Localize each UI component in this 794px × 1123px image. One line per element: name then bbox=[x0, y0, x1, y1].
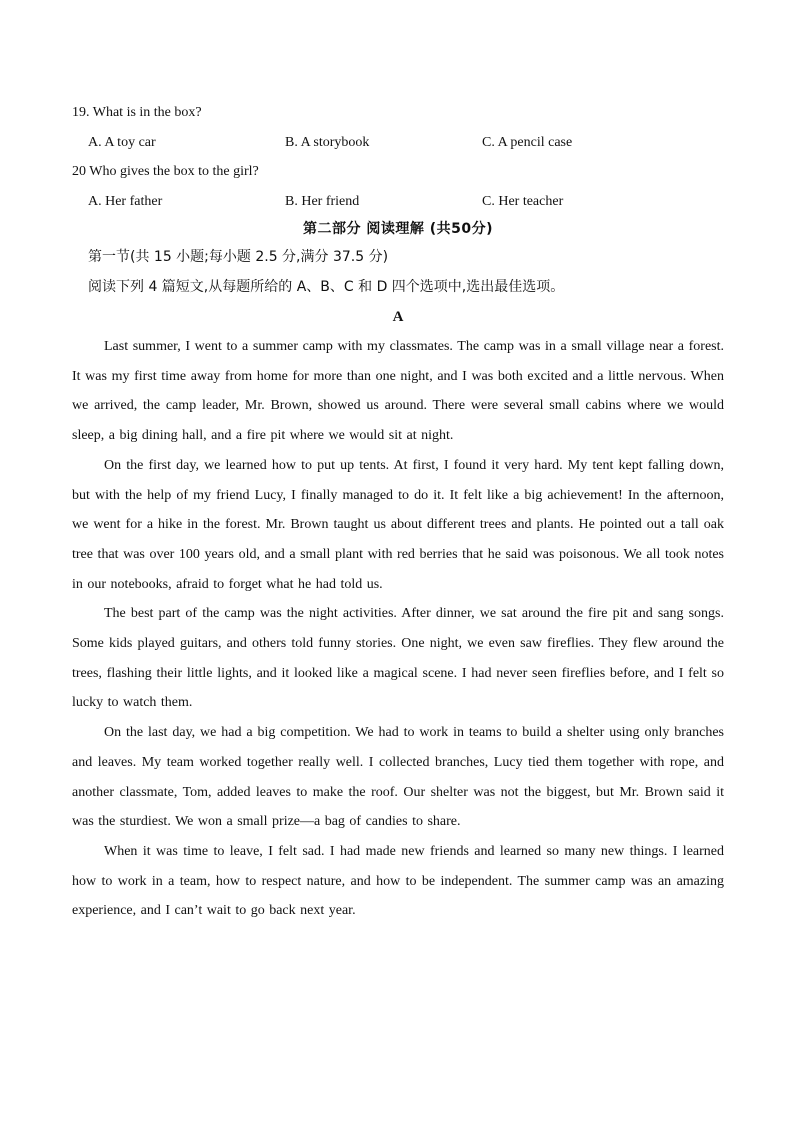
option-b: B. A storybook bbox=[285, 135, 370, 150]
option-row bbox=[72, 128, 724, 157]
exam-page bbox=[72, 98, 724, 926]
question-stem: 19. What is in the box? bbox=[72, 105, 202, 120]
option-a: A. A toy car bbox=[88, 135, 156, 150]
option-c: C. Her teacher bbox=[482, 194, 564, 209]
passage-paragraph: The best part of the camp was the night activities. After dinner, we sat around the fire pit and sang songs. Some kids played guitars, and others told funny stories. One night, we even saw fireflies. They flew around the trees, flashing their little lights, and it looked like a magical scene. I had never seen fireflies before, and I felt so lucky to watch them. bbox=[72, 606, 724, 711]
passage-body bbox=[72, 332, 724, 926]
passage-paragraph: When it was time to leave, I felt sad. I had made new friends and learned so many new things. I learned how to work in a team, how to respect nature, and how to be independent. The summer camp was an amazing experience, and I can’t wait to go back next year. bbox=[72, 843, 724, 919]
question-stem: 20 Who gives the box to the girl? bbox=[72, 164, 259, 179]
passage-paragraph: Last summer, I went to a summer camp with my classmates. The camp was in a small village near a forest. It was my first time away from home for more than one night, and I was both excited and a little nervous. When we arrived, the camp leader, Mr. Brown, showed us around. There were several small cabins where we would sleep, a big dining hall, and a fire pit where we would sit at night. bbox=[72, 339, 724, 444]
passage-paragraph: On the last day, we had a big competition. We had to work in teams to build a shelter using only branches and leaves. My team worked together really well. I collected branches, Lucy tied them together with rope, and another classmate, Tom, added leaves to make the roof. Our shelter was not the biggest, but Mr. Brown said it was the sturdiest. We won a small prize—a bag of candies to share. bbox=[72, 725, 724, 830]
question-19 bbox=[72, 98, 724, 157]
option-c: C. A pencil case bbox=[482, 135, 573, 150]
option-a: A. Her father bbox=[88, 194, 163, 209]
question-20 bbox=[72, 157, 724, 216]
reading-instruction: 阅读下列 4 篇短文,从每题所给的 A、B、C 和 D 四个选项中,选出最佳选项。 bbox=[88, 279, 565, 295]
option-row bbox=[72, 187, 724, 216]
passage-label: A bbox=[392, 309, 404, 325]
passage-paragraph: On the first day, we learned how to put up tents. At first, I found it very hard. My tent kept falling down, but with the help of my friend Lucy, I finally managed to do it. It felt like a big achievement! In the afternoon, we went for a hike in the forest. Mr. Brown taught us about different trees and plants. He pointed out a tall oak tree that was over 100 years old, and a small plant with red berries that he said was poisonous. We all took notes in our notebooks, afraid to forget what he had told us. bbox=[72, 457, 724, 592]
section-one-heading: 第一节(共 15 小题;每小题 2.5 分,满分 37.5 分) bbox=[88, 249, 389, 265]
part-two-title: 第二部分 阅读理解 (共50分) bbox=[302, 221, 494, 237]
option-b: B. Her friend bbox=[285, 194, 360, 209]
